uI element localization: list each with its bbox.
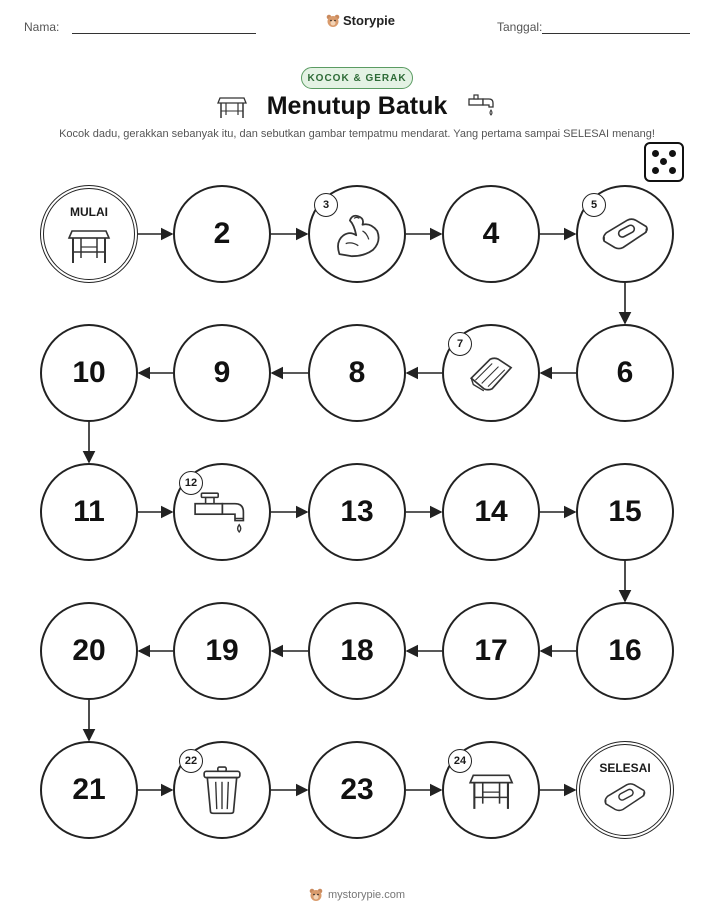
space-number: 6 bbox=[616, 356, 634, 389]
soap-icon bbox=[580, 781, 670, 813]
space-number: 8 bbox=[348, 356, 366, 389]
finish-label: SELESAI bbox=[599, 761, 651, 775]
board-space[interactable] bbox=[308, 185, 406, 283]
board-space[interactable] bbox=[442, 602, 540, 700]
faucet-icon bbox=[175, 465, 269, 559]
name-label: Nama: bbox=[24, 20, 60, 34]
stool-icon bbox=[44, 225, 134, 265]
board-space[interactable] bbox=[173, 602, 271, 700]
board-space[interactable] bbox=[576, 602, 674, 700]
space-number: 22 bbox=[179, 749, 203, 773]
space-number: 16 bbox=[608, 634, 642, 667]
activity-badge: KOCOK & GERAK bbox=[301, 67, 413, 89]
board-space[interactable] bbox=[576, 324, 674, 422]
board-space[interactable] bbox=[40, 324, 138, 422]
space-number: 20 bbox=[72, 634, 106, 667]
board-space[interactable] bbox=[576, 185, 674, 283]
board-space[interactable] bbox=[442, 741, 540, 839]
space-number: 3 bbox=[314, 193, 338, 217]
space-number: 2 bbox=[213, 217, 231, 250]
space-number: 23 bbox=[340, 773, 374, 806]
board-space[interactable] bbox=[173, 463, 271, 561]
space-number: 24 bbox=[448, 749, 472, 773]
flexed-arm-icon bbox=[310, 187, 404, 281]
space-number: 13 bbox=[340, 495, 374, 528]
date-label: Tanggal: bbox=[497, 20, 543, 34]
space-number: 18 bbox=[340, 634, 374, 667]
start-space[interactable] bbox=[40, 185, 138, 283]
space-number: 12 bbox=[179, 471, 203, 495]
board-space[interactable] bbox=[442, 463, 540, 561]
page-title: Menutup Batuk bbox=[266, 92, 448, 120]
space-number: 4 bbox=[482, 217, 500, 250]
board-space[interactable] bbox=[40, 741, 138, 839]
space-number: 7 bbox=[448, 332, 472, 356]
space-number: 21 bbox=[72, 773, 106, 806]
board-space[interactable] bbox=[173, 185, 271, 283]
board-space[interactable] bbox=[173, 741, 271, 839]
space-number: 15 bbox=[608, 495, 642, 528]
bear-icon bbox=[309, 888, 323, 902]
board-space[interactable] bbox=[40, 602, 138, 700]
footer bbox=[0, 888, 714, 902]
board-space[interactable] bbox=[308, 324, 406, 422]
space-number: 10 bbox=[72, 356, 106, 389]
stool-icon bbox=[444, 743, 538, 837]
board-space[interactable] bbox=[576, 463, 674, 561]
instructions: Kocok dadu, gerakkan sebanyak itu, dan sebutkan gambar tempatmu mendarat. Yang pertama sampai SELESAI menang! bbox=[59, 128, 655, 140]
board-space[interactable] bbox=[308, 741, 406, 839]
trash-can-icon bbox=[175, 743, 269, 837]
space-number: 11 bbox=[73, 495, 105, 528]
space-number: 19 bbox=[205, 634, 239, 667]
space-number: 14 bbox=[474, 495, 508, 528]
space-number: 9 bbox=[213, 356, 231, 389]
finish-space[interactable] bbox=[576, 741, 674, 839]
board-space[interactable] bbox=[40, 463, 138, 561]
board-space[interactable] bbox=[308, 602, 406, 700]
board-space[interactable] bbox=[308, 463, 406, 561]
board-space[interactable] bbox=[442, 185, 540, 283]
brand-name: Storypie bbox=[343, 13, 396, 28]
board-space[interactable] bbox=[173, 324, 271, 422]
board-space[interactable] bbox=[442, 324, 540, 422]
footer-url: mystorypie.com bbox=[327, 889, 406, 901]
space-number: 17 bbox=[474, 634, 508, 667]
soap-icon bbox=[578, 187, 672, 281]
tissue-icon bbox=[444, 326, 538, 420]
start-label: MULAI bbox=[70, 205, 108, 219]
space-number: 5 bbox=[582, 193, 606, 217]
